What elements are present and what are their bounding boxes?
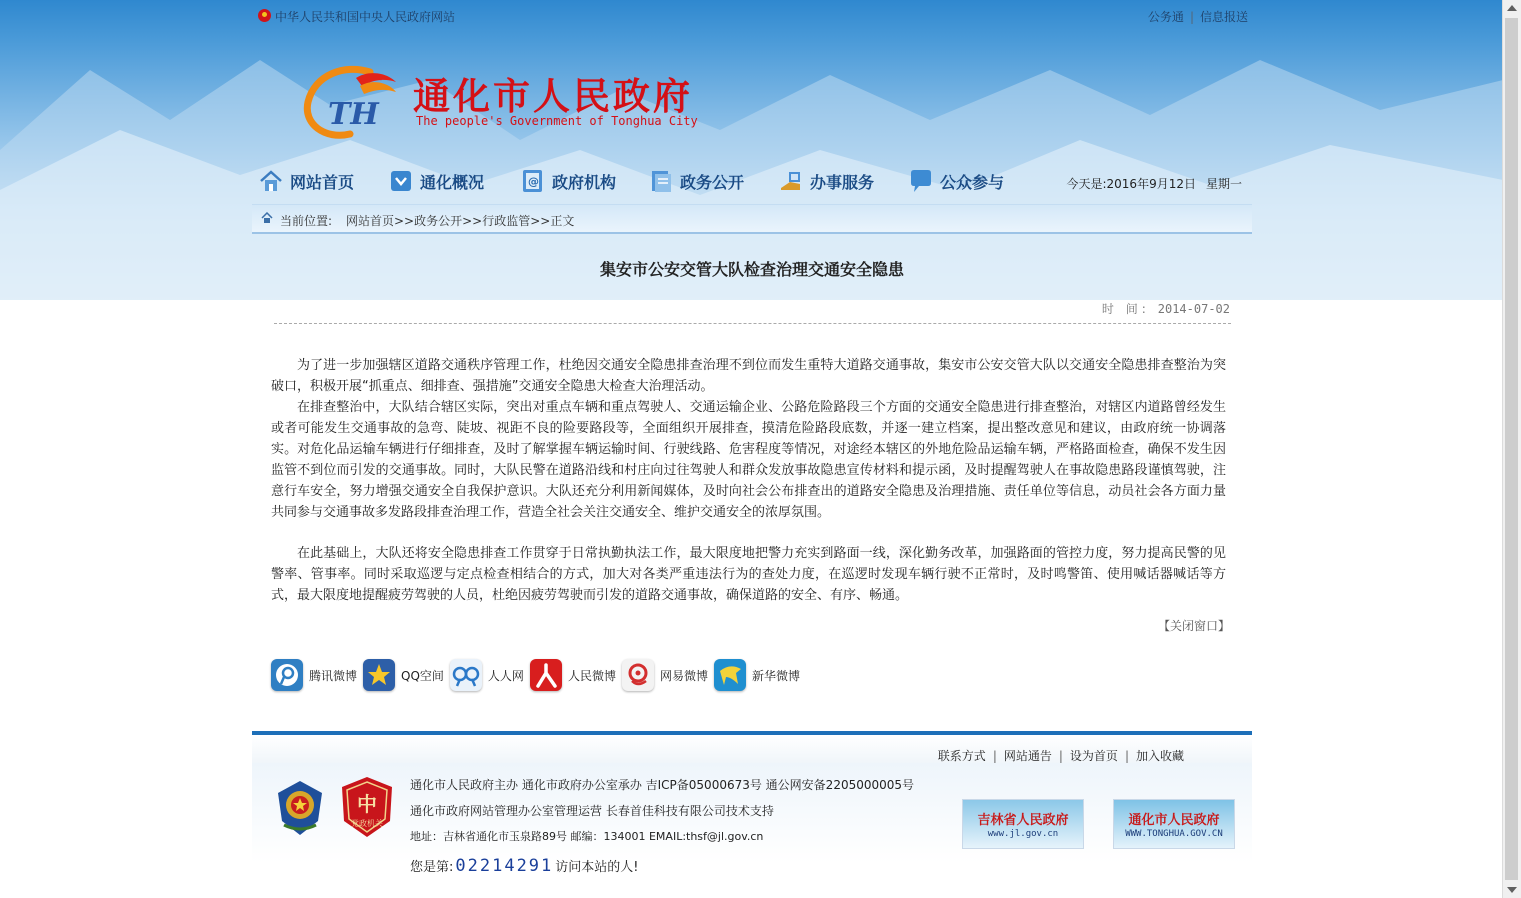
banner-title: 吉林省人民政府	[977, 813, 1069, 828]
article-body	[271, 355, 1226, 606]
site-title[interactable]: 通化市人民政府	[413, 74, 693, 118]
police-badge-icon[interactable]	[274, 779, 326, 837]
divider: |	[1189, 10, 1194, 24]
share-label: 腾讯微博	[309, 668, 358, 683]
top-links	[1148, 8, 1248, 25]
party-badge-text: 党政机关	[351, 819, 383, 828]
jilin-government-banner[interactable]	[962, 799, 1084, 849]
visitor-counter	[410, 856, 639, 876]
footer-link-bar	[252, 731, 1252, 767]
paragraph: 在排查整治中，大队结合辖区实际，突出对重点车辆和重点驾驶人、交通运输企业、公路危险路段三个方面的交通安全隐患进行排查整治，对辖区内道路曾经发生或者可能发生交通事故的急弯、陡坡、视距不良的险要路段等，全面组织开展排查，摸清危险路段底数，并逐一建立档案，提出整改意见和建议，由政府统一协调落实。对危化品运输车辆进行仔细排查，及时了解掌握车辆运输时间、行驶线路、危害程度等情况，对途经本辖区的外地危险品运输车辆，严格路面检查，确保不发生因监管不到位而引发的交通事故。同时，大队民警在道路沿线和村庄向过往驾驶人和群众发放事故隐患宣传材料和提示函，及时提醒驾驶人在事故隐患路段谨慎驾驶，注意行车安全，努力增强交通安全自我保护意识。大队还充分利用新闻媒体，及时向社会公布排查出的道路安全隐患及治理措施、责任单位等信息，动员社会各方面力量共同参与交通事故多发路段排查治理工作，营造全社会关注交通安全、维护交通安全的浓厚氛围。	[271, 400, 1226, 520]
people-weibo-icon	[530, 659, 562, 691]
renren-icon	[450, 659, 482, 691]
close-window-link[interactable]: 【关闭窗口】	[1157, 619, 1230, 633]
share-bar	[271, 658, 806, 692]
scroll-up-icon[interactable]	[1507, 5, 1517, 11]
site-subtitle: The people's Government of Tonghua City	[416, 114, 698, 128]
vertical-scrollbar[interactable]	[1502, 0, 1521, 898]
share-label: QQ空间	[401, 668, 444, 683]
header-background	[0, 0, 1503, 300]
chat-icon	[908, 168, 934, 194]
gongwutong-link[interactable]: 公务通	[1147, 10, 1184, 24]
article-time	[1102, 300, 1230, 317]
banner-url: www.jl.gov.cn	[987, 829, 1059, 839]
share-label: 人人网	[487, 668, 524, 683]
nav-label: 公众参与	[940, 172, 1005, 192]
share-people-weibo[interactable]	[530, 659, 616, 691]
paragraph: 在此基础上，大队还将安全隐患排查工作贯穿于日常执勤执法工作，最大限度地把警力充实到路面一线，深化勤务改革，加强路面的管控力度，努力提高民警的见警率、管事率。同时采取巡逻与定点检查相结合的方式，加大对各类严重违法行为的查处力度，在巡逻时发现车辆行驶不正常时，及时鸣警笛、使用喊话器喊话等方式，最大限度地提醒疲劳驾驶的人员，杜绝因疲劳驾驶而引发的道路交通事故，确保道路的安全、有序、畅通。	[271, 546, 1226, 603]
nav-label: 政府机构	[552, 172, 617, 192]
netease-weibo-icon	[622, 659, 654, 691]
divider: |	[1058, 749, 1063, 763]
service-icon	[778, 168, 804, 194]
weekday: 星期一	[1205, 177, 1242, 191]
tonghua-government-banner[interactable]	[1113, 799, 1235, 849]
info-report-link[interactable]: 信息报送	[1199, 10, 1248, 24]
time-value: 2014-07-02	[1157, 302, 1230, 316]
breadcrumb	[252, 204, 1252, 234]
qzone-icon	[363, 659, 395, 691]
nav-label: 网站首页	[290, 172, 355, 192]
xinhua-weibo-icon	[714, 659, 746, 691]
footer-organizer: 通化市人民政府主办 通化市政府办公室承办 吉ICP备05000673号 通公网安备2205000005号	[410, 778, 915, 792]
divider: |	[992, 749, 997, 763]
nav-label: 政务公开	[680, 172, 745, 192]
nav-item-overview[interactable]	[388, 166, 484, 196]
overview-icon	[388, 168, 414, 194]
share-tencent-weibo[interactable]	[271, 659, 357, 691]
divider: |	[1124, 749, 1129, 763]
share-netease-weibo[interactable]	[622, 659, 708, 691]
nav-label: 办事服务	[810, 172, 875, 192]
visitor-suffix: 访问本站的人!	[555, 860, 639, 875]
footer-address: 地址：吉林省通化市玉泉路89号 邮编：134001 EMAIL:thsf@jl.gov.cn	[410, 830, 764, 843]
visitor-prefix: 您是第:	[410, 860, 454, 875]
nav-item-service[interactable]	[778, 166, 874, 196]
nav-item-public-affairs[interactable]	[648, 166, 744, 196]
share-label: 网易微博	[659, 668, 708, 683]
scroll-down-icon[interactable]	[1507, 887, 1517, 893]
date-label: 今天是:2016年9月12日	[1066, 177, 1196, 191]
divider	[274, 323, 1231, 324]
nav-item-home[interactable]	[258, 166, 354, 196]
party-government-badge-icon[interactable]	[340, 775, 394, 839]
set-homepage-link[interactable]: 设为首页	[1069, 749, 1118, 763]
share-label: 新华微博	[751, 668, 800, 683]
footer-links	[938, 747, 1184, 764]
time-label: 时 间:	[1101, 302, 1150, 316]
mountain-background	[0, 0, 1503, 300]
organization-icon	[520, 168, 546, 194]
current-date	[1066, 175, 1242, 192]
top-bar	[258, 6, 1248, 26]
share-qzone[interactable]	[363, 659, 444, 691]
logo-mark-text: TH	[328, 97, 379, 132]
visitor-count: 02214291	[455, 856, 554, 876]
breadcrumb-label: 当前位置:	[280, 214, 333, 228]
scrollbar-thumb[interactable]	[1505, 18, 1518, 880]
notice-link[interactable]: 网站通告	[1003, 749, 1052, 763]
svg-text:@: @	[528, 175, 539, 188]
paragraph: 为了进一步加强辖区道路交通秩序管理工作，杜绝因交通安全隐患排查治理不到位而发生重特大道路交通事故，集安市公安交管大队以交通安全隐患排查整治为突破口，积极开展“抓重点、细排查、强措施”交通安全隐患大检查大治理活动。	[271, 358, 1226, 394]
tencent-weibo-icon	[271, 659, 303, 691]
central-government-link[interactable]: 中华人民共和国中央人民政府网站	[275, 10, 456, 24]
breadcrumb-path[interactable]: 网站首页>>政务公开>>行政监管>>正文	[346, 214, 575, 228]
banner-url: WWW.TONGHUA.GOV.CN	[1125, 829, 1223, 839]
nav-label: 通化概况	[420, 172, 485, 192]
tonghua-logo-icon[interactable]	[300, 64, 400, 144]
document-icon	[648, 168, 674, 194]
nav-item-public-participation[interactable]	[908, 166, 1004, 196]
share-xinhua-weibo[interactable]	[714, 659, 800, 691]
nav-item-organization[interactable]	[520, 166, 616, 196]
home-icon	[261, 212, 273, 224]
footer-operator: 通化市政府网站管理办公室管理运营 长春首佳科技有限公司技术支持	[410, 804, 774, 818]
home-icon	[258, 168, 284, 194]
footer	[252, 763, 1252, 888]
article-title: 集安市公安交管大队检查治理交通安全隐患	[599, 260, 904, 279]
share-label: 人民微博	[567, 668, 616, 683]
banner-title: 通化市人民政府	[1128, 813, 1220, 828]
national-emblem-icon	[258, 9, 271, 22]
add-favorite-link[interactable]: 加入收藏	[1135, 749, 1184, 763]
share-renren[interactable]	[450, 659, 524, 691]
main-nav	[258, 166, 1248, 198]
svg-text:中: 中	[357, 792, 377, 816]
contact-link[interactable]: 联系方式	[937, 749, 986, 763]
